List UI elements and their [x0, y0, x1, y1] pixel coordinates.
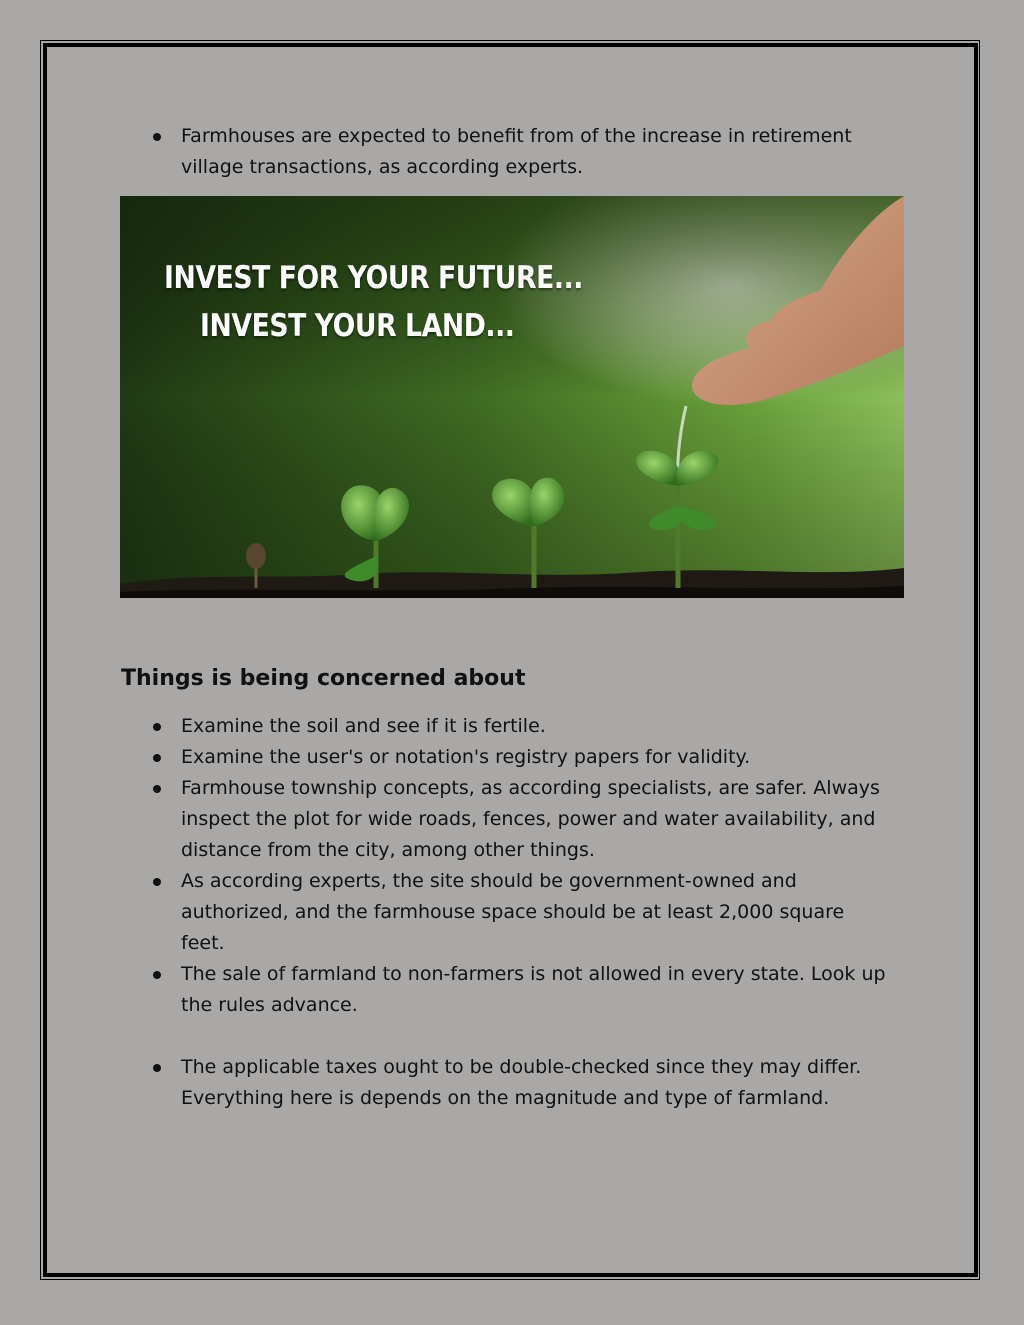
- intro-bullet-list: [152, 121, 892, 183]
- section-heading: Things is being concerned about: [121, 666, 526, 691]
- banner-headline-line-2: INVEST YOUR LAND...: [200, 308, 515, 344]
- banner-headline-line-1: INVEST FOR YOUR FUTURE...: [164, 260, 583, 296]
- seedlings-photo: [120, 196, 904, 598]
- bullet-item: Farmhouses are expected to benefit from of the increase in retirement village transactions, as according experts.: [152, 121, 892, 183]
- bullet-item: The sale of farmland to non-farmers is not allowed in every state. Look up the rules advance.: [152, 959, 892, 1021]
- invest-banner-image: [120, 196, 904, 598]
- bullet-item: The applicable taxes ought to be double-checked since they may differ. Everything here is depends on the magnitude and type of farmland.: [152, 1052, 892, 1114]
- concerns-bullet-list: [152, 711, 892, 1114]
- bullet-item: Farmhouse township concepts, as according specialists, are safer. Always inspect the plot for wide roads, fences, power and water availability, and distance from the city, among other things.: [152, 773, 892, 866]
- bullet-item: Examine the user's or notation's registry papers for validity.: [152, 742, 892, 773]
- bullet-item: As according experts, the site should be government-owned and authorized, and the farmhouse space should be at least 2,000 square feet.: [152, 866, 892, 959]
- bullet-item: Examine the soil and see if it is fertile.: [152, 711, 892, 742]
